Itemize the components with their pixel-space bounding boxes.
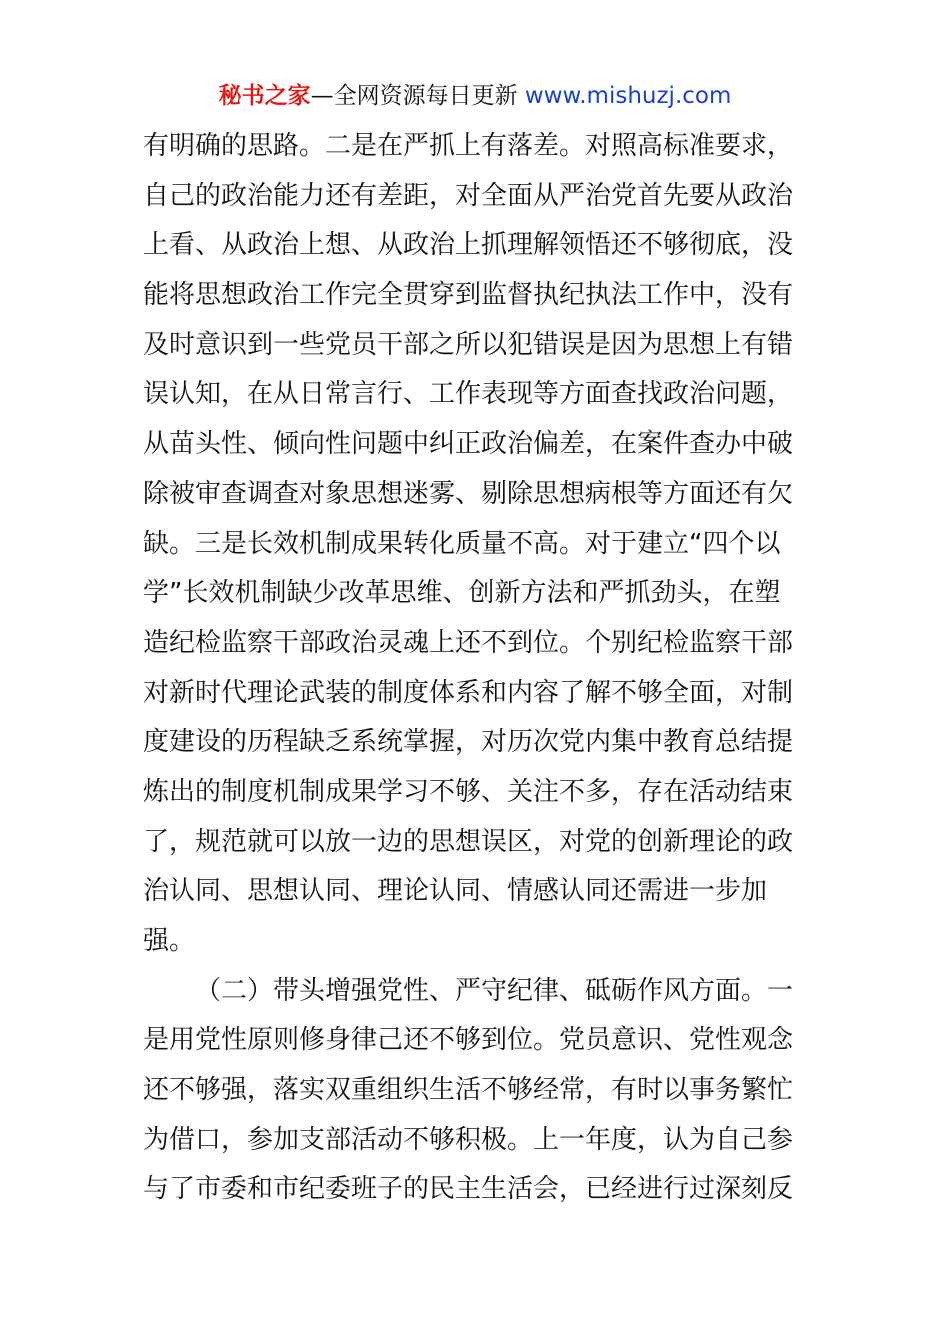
text-line: 及时意识到一些党员干部之所以犯错误是因为思想上有错 xyxy=(143,329,794,360)
site-url-link[interactable]: www.mishuzj.com xyxy=(524,83,732,109)
text-line: 了，规范就可以放一边的思想误区，对党的创新理论的政 xyxy=(143,826,794,857)
text-line: 强。 xyxy=(143,926,196,956)
text-line: 有明确的思路。二是在严抓上有落差。对照高标准要求， xyxy=(143,131,794,161)
site-brand: 秘书之家 xyxy=(218,83,311,109)
text-line: 是用党性原则修身律己还不够到位。党员意识、党性观念 xyxy=(143,1025,794,1056)
text-line: 除被审查调查对象思想迷雾、剔除思想病根等方面还有欠 xyxy=(143,478,794,509)
text-line: 治认同、思想认同、理论认同、情感认同还需进一步加 xyxy=(143,876,768,907)
text-line: 自己的政治能力还有差距，对全面从严治党首先要从政治 xyxy=(143,180,794,211)
site-header xyxy=(0,80,950,112)
text-line: 能将思想政治工作完全贯穿到监督执纪执法工作中，没有 xyxy=(143,280,794,311)
document-body xyxy=(143,122,823,1215)
text-line: 对新时代理论武装的制度体系和内容了解不够全面，对制 xyxy=(143,677,794,708)
text-line: 造纪检监察干部政治灵魂上还不到位。个别纪检监察干部 xyxy=(143,627,794,658)
text-line: 缺。三是长效机制成果转化质量不高。对于建立“四个以 xyxy=(143,528,781,559)
text-line: 从苗头性、倾向性问题中纠正政治偏差，在案件查办中破 xyxy=(143,429,794,460)
text-line: 学”长效机制缺少改革思维、创新方法和严抓劲头，在塑 xyxy=(143,578,781,609)
section-heading-line: （二）带头增强党性、严守纪律、砥砺作风方面。一 xyxy=(195,975,794,1006)
site-slogan: —全网资源每日更新 xyxy=(310,83,518,109)
text-line: 炼出的制度机制成果学习不够、关注不多，存在活动结束 xyxy=(143,776,794,807)
text-line: 与了市委和市纪委班子的民主生活会，已经进行过深刻反 xyxy=(143,1174,794,1205)
text-line: 度建设的历程缺乏系统掌握，对历次党内集中教育总结提 xyxy=(143,727,794,758)
text-line: 误认知，在从日常言行、工作表现等方面查找政治问题， xyxy=(143,379,794,410)
text-line: 为借口，参加支部活动不够积极。上一年度，认为自己参 xyxy=(143,1124,794,1155)
text-line: 还不够强，落实双重组织生活不够经常，有时以事务繁忙 xyxy=(143,1075,794,1106)
text-line: 上看、从政治上想、从政治上抓理解领悟还不够彻底，没 xyxy=(143,230,794,261)
